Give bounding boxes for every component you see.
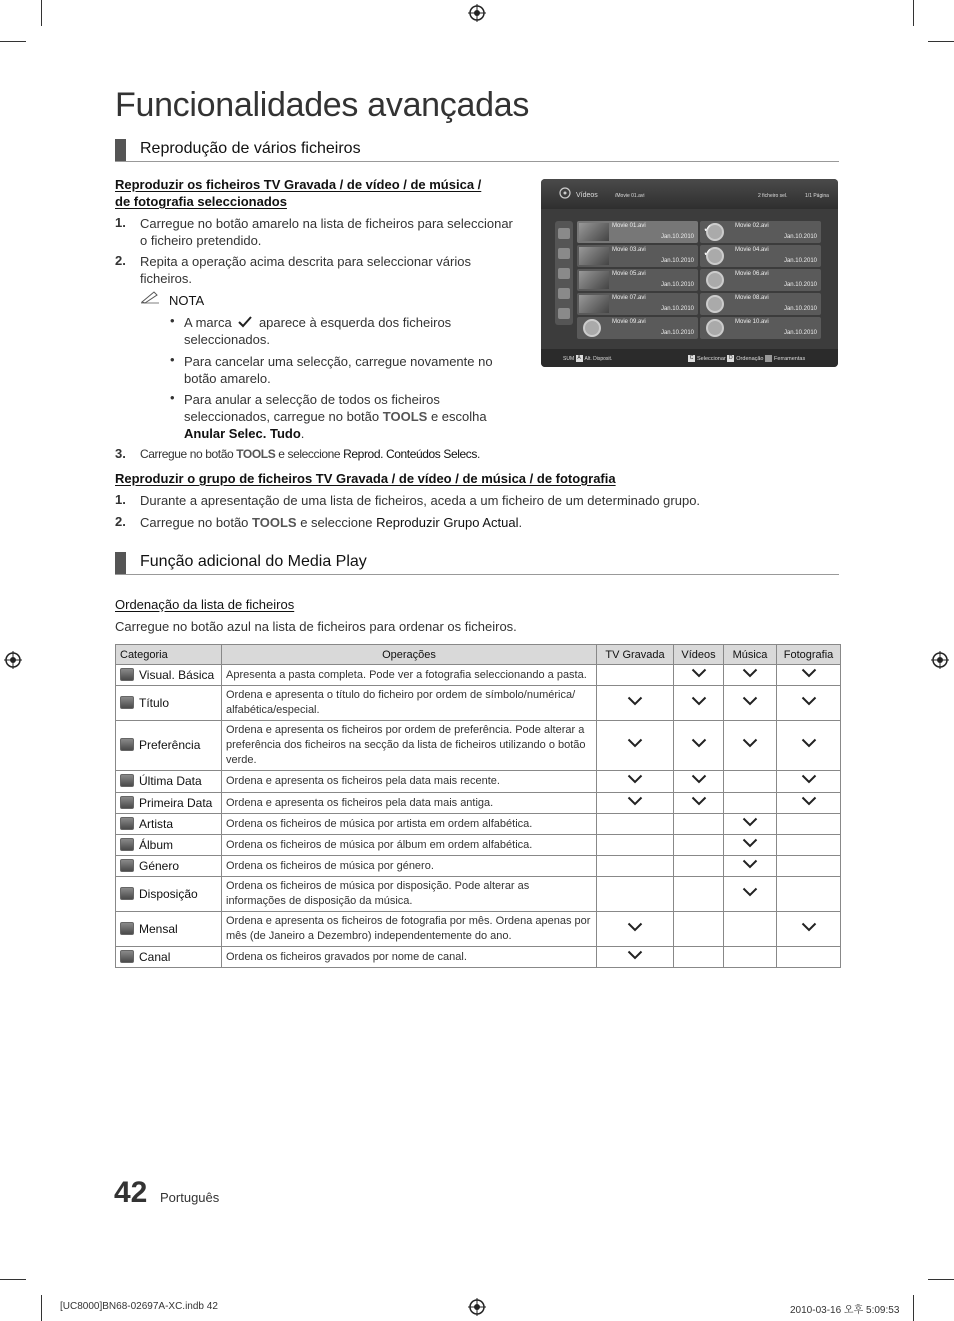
page-title: Funcionalidades avançadas bbox=[115, 86, 530, 124]
title-icon bbox=[558, 248, 570, 259]
category-cell bbox=[116, 665, 222, 686]
crop-mark bbox=[913, 0, 914, 26]
page-number: 42 bbox=[114, 1176, 148, 1209]
bullet-line: Para anular a selecção de todos os ficheiros bbox=[184, 392, 440, 407]
film-reel-icon bbox=[583, 319, 601, 337]
file-date: Jan.10.2010 bbox=[783, 330, 817, 336]
section-heading bbox=[115, 552, 839, 575]
table-row bbox=[116, 856, 841, 877]
support-cell bbox=[674, 686, 724, 721]
file-name: Movie 03.avi bbox=[612, 247, 646, 253]
file-date: Jan.10.2010 bbox=[660, 306, 694, 312]
category-cell bbox=[116, 947, 222, 968]
crop-mark bbox=[0, 1279, 26, 1280]
category-icon bbox=[120, 887, 134, 900]
operation-cell: Ordena e apresenta os ficheiros pela data mais recente. bbox=[222, 771, 597, 793]
file-tile[interactable] bbox=[577, 269, 698, 291]
screen-bottom-left bbox=[563, 355, 612, 362]
table-header-row bbox=[116, 645, 841, 665]
category-icon bbox=[120, 774, 134, 787]
category-icon bbox=[120, 796, 134, 809]
registration-mark-icon bbox=[4, 651, 22, 669]
bullet-dot: • bbox=[170, 390, 175, 405]
file-tile[interactable] bbox=[700, 221, 821, 243]
column-header: Operações bbox=[222, 645, 597, 665]
chevron-down-icon bbox=[691, 668, 707, 678]
table-row bbox=[116, 793, 841, 814]
file-date: Jan.10.2010 bbox=[660, 330, 694, 336]
thumbnail bbox=[579, 271, 609, 289]
pencil-note-icon bbox=[140, 290, 160, 304]
operation-cell: Ordena e apresenta o título do ficheiro por ordem de símbolo/numérica/ alfabética/especial. bbox=[222, 686, 597, 721]
file-tile[interactable] bbox=[577, 317, 698, 339]
calendar-icon bbox=[558, 268, 570, 279]
table-row bbox=[116, 877, 841, 912]
chevron-down-icon bbox=[691, 738, 707, 748]
column-header: Música bbox=[724, 645, 777, 665]
file-tile[interactable] bbox=[700, 269, 821, 291]
category-label: Visual. Básica bbox=[139, 667, 215, 682]
step-number: 2. bbox=[115, 253, 126, 268]
file-date: Jan.10.2010 bbox=[783, 306, 817, 312]
support-cell bbox=[777, 686, 841, 721]
print-timestamp: 2010-03-16 오후 5:09:53 bbox=[790, 1305, 900, 1316]
operation-cell: Ordena os ficheiros de música por disposição. Pode alterar as informações de disposição da música. bbox=[222, 877, 597, 912]
operation-cell: Ordena os ficheiros de música por artista em ordem alfabética. bbox=[222, 814, 597, 835]
crop-mark bbox=[928, 41, 954, 42]
support-cell bbox=[777, 665, 841, 686]
step-part: . bbox=[476, 447, 480, 461]
menu-option-label: Reproduzir Grupo Actual bbox=[376, 515, 519, 530]
step-line: Carregue no botão amarelo na lista de ficheiros para seleccionar bbox=[140, 216, 513, 231]
support-cell bbox=[674, 835, 724, 856]
table-row bbox=[116, 721, 841, 771]
support-cell bbox=[674, 814, 724, 835]
thumbnail bbox=[579, 295, 609, 313]
step-part: e seleccione bbox=[300, 515, 373, 530]
file-date: Jan.10.2010 bbox=[660, 258, 694, 264]
registration-mark-icon bbox=[931, 651, 949, 669]
category-label: Canal bbox=[139, 949, 171, 964]
menu-option-label: Anular Selec. Tudo bbox=[184, 426, 301, 441]
crop-mark bbox=[41, 0, 42, 26]
support-cell bbox=[724, 793, 777, 814]
support-cell bbox=[724, 814, 777, 835]
category-label: Disposição bbox=[139, 886, 198, 901]
sort-options-table bbox=[115, 644, 841, 968]
film-reel-icon bbox=[706, 319, 724, 337]
screen-top-bar bbox=[541, 179, 838, 209]
support-cell bbox=[597, 856, 674, 877]
support-cell bbox=[777, 721, 841, 771]
table-row bbox=[116, 835, 841, 856]
category-label: Preferência bbox=[139, 738, 201, 752]
support-cell bbox=[597, 814, 674, 835]
support-cell bbox=[674, 771, 724, 793]
section-bar bbox=[115, 552, 126, 574]
support-cell bbox=[597, 835, 674, 856]
bullet-line: botão amarelo. bbox=[184, 371, 271, 386]
section-heading-text: Reprodução de vários ficheiros bbox=[140, 140, 361, 157]
checkmark-icon: ✓ bbox=[703, 247, 713, 259]
chevron-down-icon bbox=[742, 887, 758, 897]
bullet-text bbox=[184, 391, 487, 442]
category-icon bbox=[120, 817, 134, 830]
folder-icon bbox=[558, 228, 570, 239]
chevron-down-icon bbox=[627, 922, 643, 932]
screen-bottom-right bbox=[688, 355, 805, 362]
chevron-down-icon bbox=[742, 859, 758, 869]
category-cell bbox=[116, 771, 222, 793]
support-cell bbox=[777, 856, 841, 877]
support-cell bbox=[777, 912, 841, 947]
file-date: Jan.10.2010 bbox=[660, 282, 694, 288]
column-header: Categoria bbox=[116, 645, 222, 665]
chevron-down-icon bbox=[742, 738, 758, 748]
bullet-line: seleccionados. bbox=[184, 332, 270, 347]
category-label: Álbum bbox=[139, 837, 174, 852]
subheading-line: Reproduzir os ficheiros TV Gravada / de vídeo / de música / bbox=[115, 177, 482, 192]
subheading-line: de fotografia seleccionados bbox=[115, 194, 287, 209]
chevron-down-icon bbox=[627, 738, 643, 748]
note-label: NOTA bbox=[169, 293, 205, 308]
chevron-down-icon bbox=[801, 922, 817, 932]
column-header: Fotografia bbox=[777, 645, 841, 665]
operation-cell: Ordena os ficheiros gravados por nome de canal. bbox=[222, 947, 597, 968]
chevron-down-icon bbox=[742, 838, 758, 848]
chevron-down-icon bbox=[627, 950, 643, 960]
bullet-line: Para cancelar uma selecção, carregue novamente no bbox=[184, 354, 493, 369]
category-label: Mensal bbox=[139, 921, 178, 936]
crop-mark bbox=[0, 41, 26, 42]
support-cell bbox=[724, 771, 777, 793]
support-cell bbox=[674, 877, 724, 912]
file-name: Movie 05.avi bbox=[612, 271, 646, 277]
support-cell bbox=[724, 877, 777, 912]
film-reel-icon bbox=[559, 187, 571, 199]
chevron-down-icon bbox=[627, 796, 643, 806]
support-cell bbox=[597, 947, 674, 968]
category-cell bbox=[116, 793, 222, 814]
bullet-dot: • bbox=[170, 313, 175, 328]
tools-key-label: TOOLS bbox=[236, 447, 276, 461]
file-date: Jan.10.2010 bbox=[783, 282, 817, 288]
film-reel-icon bbox=[706, 271, 724, 289]
operation-cell: Ordena e apresenta os ficheiros por ordem de preferência. Pode alterar a preferência dos ficheiros na secção da lista de ficheiros utilizando o botão verde. bbox=[222, 721, 597, 771]
operation-cell: Ordena e apresenta os ficheiros pela data mais antiga. bbox=[222, 793, 597, 814]
category-label: Última Data bbox=[139, 774, 202, 788]
crop-mark bbox=[913, 1295, 914, 1321]
chevron-down-icon bbox=[742, 696, 758, 706]
operation-cell: Ordena os ficheiros de música por género. bbox=[222, 856, 597, 877]
step-number: 1. bbox=[115, 215, 126, 230]
support-cell bbox=[597, 665, 674, 686]
support-cell bbox=[597, 721, 674, 771]
support-cell bbox=[597, 912, 674, 947]
chevron-down-icon bbox=[691, 774, 707, 784]
file-tile[interactable] bbox=[700, 245, 821, 267]
category-cell bbox=[116, 912, 222, 947]
chevron-down-icon bbox=[627, 696, 643, 706]
screen-path: /Movie 01.avi bbox=[615, 193, 645, 199]
step-text bbox=[140, 514, 522, 531]
step-part: Carregue no botão bbox=[140, 447, 234, 461]
file-name: Movie 02.avi bbox=[735, 223, 769, 229]
support-cell bbox=[777, 835, 841, 856]
category-cell bbox=[116, 856, 222, 877]
thumbnail bbox=[579, 247, 609, 265]
section-bar bbox=[115, 139, 126, 161]
section-heading bbox=[115, 139, 839, 162]
thumbnail bbox=[579, 223, 609, 241]
category-icon bbox=[120, 668, 134, 681]
sum-label: SUM bbox=[563, 355, 575, 362]
support-cell bbox=[724, 912, 777, 947]
key-c-icon: C bbox=[689, 355, 694, 361]
support-cell bbox=[674, 947, 724, 968]
step-text bbox=[140, 447, 480, 461]
tv-screen-illustration bbox=[541, 179, 838, 367]
support-cell bbox=[597, 793, 674, 814]
table-row bbox=[116, 665, 841, 686]
operation-cell: Ordena e apresenta os ficheiros de fotografia por mês. Ordena apenas por mês (de Janeiro a Dezembro) independentemente do ano. bbox=[222, 912, 597, 947]
category-icon bbox=[120, 696, 134, 709]
table-row bbox=[116, 814, 841, 835]
category-icon bbox=[120, 922, 134, 935]
crop-mark bbox=[41, 1295, 42, 1321]
category-cell bbox=[116, 835, 222, 856]
file-name: Movie 10.avi bbox=[735, 319, 769, 325]
category-icon bbox=[120, 838, 134, 851]
section-heading-text: Função adicional do Media Play bbox=[140, 553, 367, 570]
operation-cell: Apresenta a pasta completa. Pode ver a fotografia seleccionando a pasta. bbox=[222, 665, 597, 686]
category-label: Artista bbox=[139, 816, 174, 831]
support-cell bbox=[674, 856, 724, 877]
step-part: e seleccione bbox=[278, 447, 341, 461]
file-name: Movie 07.avi bbox=[612, 295, 646, 301]
tools-key-label: TOOLS bbox=[382, 409, 428, 424]
support-cell bbox=[724, 835, 777, 856]
file-name: Movie 06.avi bbox=[735, 271, 769, 277]
key-d-icon: D bbox=[728, 355, 733, 361]
chevron-down-icon bbox=[742, 668, 758, 678]
step-line: Repita a operação acima descrita para seleccionar vários bbox=[140, 254, 471, 269]
step-text bbox=[140, 215, 513, 249]
chevron-down-icon bbox=[691, 796, 707, 806]
chevron-down-icon bbox=[801, 696, 817, 706]
support-cell bbox=[674, 912, 724, 947]
bullet-text bbox=[184, 353, 493, 387]
device-label: Alt. Disposit. bbox=[584, 355, 613, 362]
table-row bbox=[116, 947, 841, 968]
chevron-down-icon bbox=[801, 738, 817, 748]
step-part: . bbox=[518, 515, 523, 530]
category-icon bbox=[120, 950, 134, 963]
menu-option-label: Reprod. Conteúdos Selecs bbox=[343, 447, 477, 461]
registration-mark-icon bbox=[468, 4, 486, 22]
column-header: Vídeos bbox=[674, 645, 724, 665]
calendar-icon bbox=[558, 288, 570, 299]
tools-icon bbox=[765, 355, 772, 362]
category-cell bbox=[116, 721, 222, 771]
step-number: 1. bbox=[115, 492, 126, 507]
category-icon bbox=[120, 738, 134, 751]
support-cell bbox=[777, 947, 841, 968]
chevron-down-icon bbox=[691, 696, 707, 706]
file-slug: [UC8000]BN68-02697A-XC.indb 42 bbox=[60, 1301, 218, 1312]
page-indicator: 1/1 Página bbox=[805, 193, 829, 199]
step-line: ficheiros. bbox=[140, 271, 193, 286]
star-icon bbox=[558, 308, 570, 319]
support-cell bbox=[724, 721, 777, 771]
support-cell bbox=[724, 665, 777, 686]
category-icon bbox=[120, 859, 134, 872]
category-label: Primeira Data bbox=[139, 795, 213, 810]
table-row bbox=[116, 771, 841, 793]
sort-label: Ordenação bbox=[736, 355, 764, 362]
step-part: Carregue no botão bbox=[140, 515, 249, 530]
chevron-down-icon bbox=[627, 774, 643, 784]
file-date: Jan.10.2010 bbox=[660, 234, 694, 240]
tools-key-label: TOOLS bbox=[252, 515, 297, 530]
operation-cell: Ordena os ficheiros de música por álbum em ordem alfabética. bbox=[222, 835, 597, 856]
step-number: 3. bbox=[115, 446, 126, 461]
file-name: Movie 01.avi bbox=[612, 223, 646, 229]
file-tile[interactable] bbox=[700, 317, 821, 339]
chevron-down-icon bbox=[801, 774, 817, 784]
file-date: Jan.10.2010 bbox=[783, 258, 817, 264]
support-cell bbox=[597, 686, 674, 721]
key-a-icon: A bbox=[577, 355, 581, 361]
support-cell bbox=[597, 771, 674, 793]
column-header: TV Gravada bbox=[597, 645, 674, 665]
support-cell bbox=[674, 665, 724, 686]
screen-title: Vídeos bbox=[576, 192, 598, 199]
intro-text: Carregue no botão azul na lista de ficheiros para ordenar os ficheiros. bbox=[115, 619, 517, 634]
bullet-text bbox=[184, 314, 451, 348]
bullet-part: A marca bbox=[184, 315, 232, 330]
tools-label: Ferramentas bbox=[774, 355, 806, 362]
chevron-down-icon bbox=[801, 668, 817, 678]
file-name: Movie 04.avi bbox=[735, 247, 769, 253]
bullet-part: . bbox=[300, 426, 305, 441]
file-name: Movie 08.avi bbox=[735, 295, 769, 301]
category-label: Género bbox=[139, 858, 180, 873]
bullet-part: aparece à esquerda dos ficheiros bbox=[258, 315, 452, 330]
table-row bbox=[116, 912, 841, 947]
support-cell bbox=[724, 686, 777, 721]
checkmark-icon bbox=[238, 316, 252, 328]
film-reel-icon bbox=[706, 295, 724, 313]
support-cell bbox=[724, 856, 777, 877]
file-tile[interactable] bbox=[577, 221, 698, 243]
support-cell bbox=[674, 721, 724, 771]
step-text: Durante a apresentação de uma lista de ficheiros, aceda a um ficheiro de um determinado grupo. bbox=[140, 493, 701, 508]
support-cell bbox=[777, 771, 841, 793]
subheading: Reproduzir o grupo de ficheiros TV Gravada / de vídeo / de música / de fotografia bbox=[115, 471, 616, 486]
file-date: Jan.10.2010 bbox=[783, 234, 817, 240]
step-line: o ficheiro pretendido. bbox=[140, 233, 262, 248]
file-name: Movie 09.avi bbox=[612, 319, 646, 325]
category-cell bbox=[116, 686, 222, 721]
chevron-down-icon bbox=[742, 817, 758, 827]
table-row bbox=[116, 686, 841, 721]
support-cell bbox=[674, 793, 724, 814]
crop-mark bbox=[928, 1279, 954, 1280]
bullet-dot: • bbox=[170, 352, 175, 367]
support-cell bbox=[777, 793, 841, 814]
language-label: Português bbox=[160, 1190, 220, 1205]
checkmark-icon: ✓ bbox=[703, 223, 713, 235]
support-cell bbox=[724, 947, 777, 968]
step-number: 2. bbox=[115, 514, 126, 529]
chevron-down-icon bbox=[801, 796, 817, 806]
selected-count: 2 ficheiro sel. bbox=[758, 193, 788, 199]
category-label: Título bbox=[139, 695, 170, 710]
file-tile[interactable] bbox=[577, 293, 698, 315]
category-cell bbox=[116, 877, 222, 912]
category-cell bbox=[116, 814, 222, 835]
screen-bottom-bar bbox=[541, 349, 838, 367]
registration-mark-icon bbox=[468, 1298, 486, 1316]
bullet-part: seleccionados, carregue no botão bbox=[184, 409, 380, 424]
bullet-part: e escolha bbox=[430, 409, 487, 424]
select-label: Seleccionar bbox=[697, 355, 726, 362]
file-tile[interactable] bbox=[700, 293, 821, 315]
subheading bbox=[115, 176, 481, 210]
step-text bbox=[140, 253, 471, 287]
screen-side-menu bbox=[555, 221, 573, 325]
support-cell bbox=[597, 877, 674, 912]
file-tile[interactable] bbox=[577, 245, 698, 267]
subheading: Ordenação da lista de ficheiros bbox=[115, 597, 295, 612]
support-cell bbox=[777, 877, 841, 912]
support-cell bbox=[777, 814, 841, 835]
